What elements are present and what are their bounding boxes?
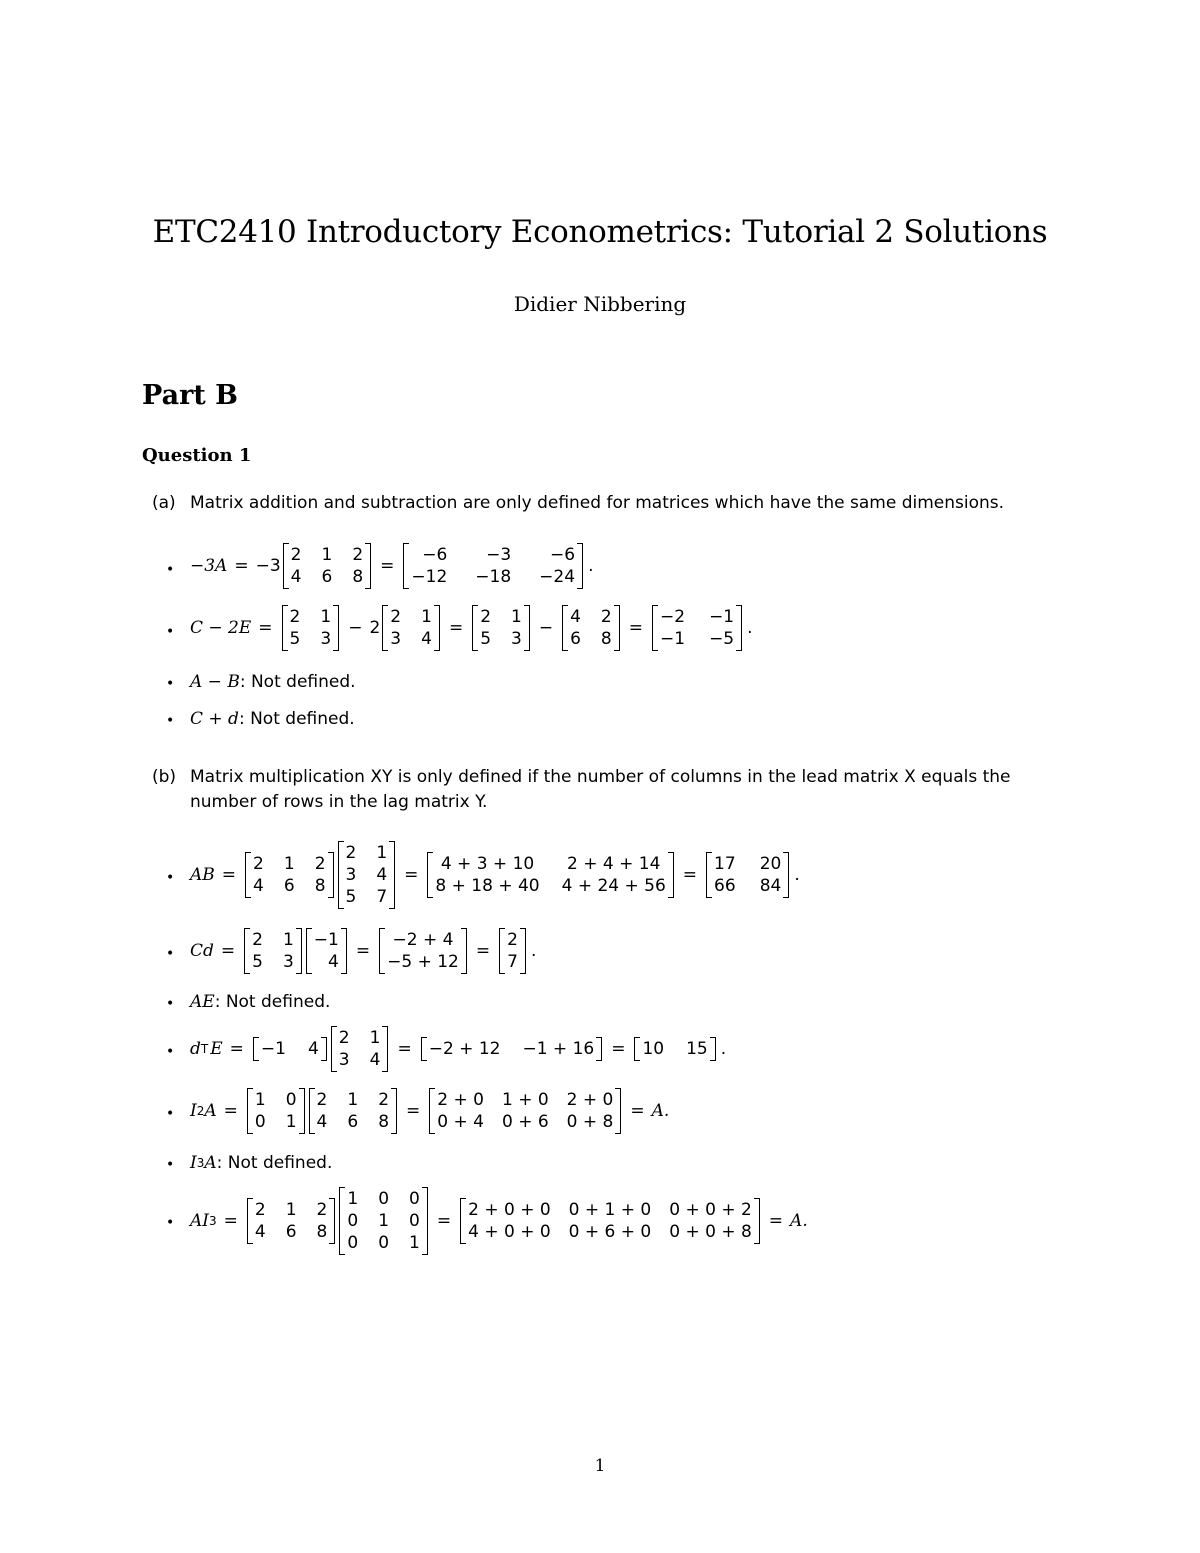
part-heading: Part B bbox=[142, 380, 238, 411]
matrix-grid bbox=[250, 853, 328, 897]
matrix-cell: 6 bbox=[285, 1222, 297, 1242]
matrix-cell: 0 + 6 bbox=[501, 1112, 549, 1132]
eq-I2A bbox=[190, 1089, 669, 1133]
matrix bbox=[253, 1038, 327, 1060]
eq-lhs: AB bbox=[190, 865, 215, 885]
expr: A − B bbox=[190, 672, 240, 692]
part-a-label: (a) bbox=[152, 493, 176, 513]
result-A: A. bbox=[651, 1101, 670, 1121]
matrix-cell: 3 bbox=[345, 865, 357, 885]
matrix-cell: 2 bbox=[289, 607, 301, 627]
expr: I bbox=[190, 1153, 197, 1173]
matrix-cell: 0 + 8 bbox=[566, 1112, 614, 1132]
bullet-icon: • bbox=[166, 946, 175, 962]
eq-lhs: C − 2E bbox=[190, 618, 252, 638]
matrix-cell: 8 bbox=[600, 629, 612, 649]
matrix-cell: −24 bbox=[539, 567, 576, 587]
matrix-grid bbox=[252, 1199, 330, 1243]
matrix-cell: −2 + 12 bbox=[428, 1039, 501, 1059]
matrix-grid bbox=[314, 1089, 392, 1133]
matrix-grid bbox=[434, 1089, 616, 1133]
matrix-cell: 6 bbox=[283, 876, 295, 896]
matrix-cell: 1 bbox=[378, 1211, 390, 1231]
matrix-grid bbox=[252, 1089, 300, 1133]
matrix bbox=[283, 544, 371, 588]
matrix bbox=[706, 853, 789, 897]
matrix-cell: −5 bbox=[709, 629, 735, 649]
matrix-grid bbox=[311, 929, 342, 973]
eq-lhs: A bbox=[204, 1101, 217, 1121]
equals-sign: = bbox=[223, 1101, 238, 1121]
matrix-cell: 2 bbox=[254, 1200, 266, 1220]
matrix-cell: 2 bbox=[378, 1090, 390, 1110]
matrix-cell: 8 bbox=[314, 876, 326, 896]
matrix-cell: 0 + 6 + 0 bbox=[568, 1222, 652, 1242]
subscript: 3 bbox=[209, 1214, 217, 1228]
minus-sign: − bbox=[348, 618, 363, 638]
not-defined-text: : Not defined. bbox=[216, 1153, 333, 1173]
equals-sign: = bbox=[404, 865, 419, 885]
matrix-cell: 2 bbox=[253, 854, 264, 874]
equals-sign: = bbox=[380, 556, 395, 576]
matrix-cell: −1 bbox=[260, 1039, 286, 1059]
part-b-label: (b) bbox=[152, 767, 177, 787]
matrix-cell: 4 + 0 + 0 bbox=[468, 1222, 551, 1242]
bullet-icon: • bbox=[166, 1157, 175, 1173]
equals-sign: = bbox=[223, 1211, 238, 1231]
matrix-grid bbox=[639, 1038, 710, 1060]
period: . bbox=[747, 618, 753, 638]
eq-C2E bbox=[190, 606, 753, 650]
equals-sign: = bbox=[768, 1211, 784, 1231]
bullet-icon: • bbox=[166, 676, 175, 692]
matrix bbox=[382, 606, 440, 650]
matrix-cell: 0 + 4 bbox=[437, 1112, 484, 1132]
matrix-grid bbox=[657, 606, 737, 650]
scalar: −3 bbox=[255, 556, 281, 576]
eq-lhs: AI bbox=[190, 1211, 209, 1231]
matrix-grid bbox=[343, 842, 391, 908]
eq-AB bbox=[190, 842, 800, 908]
matrix bbox=[379, 929, 467, 973]
part-b-text-line2: number of rows in the lag matrix Y. bbox=[190, 792, 488, 812]
matrix-cell: 5 bbox=[252, 952, 263, 972]
matrix-grid bbox=[477, 606, 525, 650]
matrix bbox=[652, 606, 742, 650]
matrix bbox=[247, 1199, 335, 1243]
equals-sign: = bbox=[234, 556, 249, 576]
matrix-cell: 4 bbox=[376, 865, 388, 885]
matrix bbox=[244, 929, 302, 973]
matrix-cell: 3 bbox=[511, 629, 522, 649]
equals-sign: = bbox=[229, 1039, 244, 1059]
matrix bbox=[331, 1027, 389, 1071]
matrix-cell: 1 bbox=[369, 1028, 381, 1048]
matrix-cell: 0 bbox=[347, 1211, 359, 1231]
bullet-icon: • bbox=[166, 870, 175, 886]
matrix bbox=[247, 1089, 305, 1133]
equals-sign: = bbox=[436, 1211, 452, 1231]
matrix-cell: 3 bbox=[390, 629, 402, 649]
matrix-grid bbox=[432, 853, 668, 897]
matrix-cell: −1 bbox=[313, 930, 339, 950]
matrix bbox=[338, 842, 396, 908]
matrix bbox=[306, 929, 347, 973]
matrix-cell: −6 bbox=[550, 545, 576, 565]
matrix-cell: 0 + 0 + 8 bbox=[669, 1222, 752, 1242]
matrix-cell: 1 bbox=[282, 930, 294, 950]
bullet-icon: • bbox=[166, 1215, 175, 1231]
matrix-cell: 3 bbox=[338, 1050, 350, 1070]
matrix-cell: 2 + 0 + 0 bbox=[468, 1200, 551, 1220]
matrix-grid bbox=[567, 606, 615, 650]
eq-lhs: E bbox=[210, 1039, 223, 1059]
matrix-cell: 2 bbox=[316, 1200, 328, 1220]
not-defined-text: : Not defined. bbox=[214, 992, 331, 1012]
equals-sign: = bbox=[406, 1101, 421, 1121]
matrix-cell: 2 bbox=[316, 1090, 328, 1110]
equals-sign: = bbox=[682, 865, 698, 885]
matrix-grid bbox=[344, 1188, 422, 1254]
matrix-cell: 0 bbox=[409, 1189, 420, 1209]
author-name: Didier Nibbering bbox=[513, 292, 687, 316]
subscript: 3 bbox=[196, 1156, 205, 1170]
matrix-cell: 0 bbox=[378, 1233, 390, 1253]
equals-sign: = bbox=[221, 865, 237, 885]
eq-lhs: I bbox=[190, 1101, 197, 1121]
matrix-cell: 1 bbox=[347, 1189, 359, 1209]
expr: AE bbox=[190, 992, 215, 1012]
matrix-grid bbox=[408, 544, 578, 588]
equals-sign: = bbox=[630, 1101, 645, 1121]
minus-sign: − bbox=[538, 618, 554, 638]
matrix-cell: −12 bbox=[411, 567, 448, 587]
matrix-cell: 5 bbox=[480, 629, 492, 649]
matrix-cell: 1 + 0 bbox=[501, 1090, 549, 1110]
matrix bbox=[460, 1199, 760, 1243]
matrix-cell: 2 bbox=[390, 607, 402, 627]
matrix-cell: 7 bbox=[376, 887, 388, 907]
matrix bbox=[309, 1089, 397, 1133]
matrix-cell: 5 bbox=[345, 887, 357, 907]
matrix-cell: −18 bbox=[475, 567, 512, 587]
matrix-grid bbox=[504, 929, 521, 973]
matrix-cell: 0 bbox=[409, 1211, 420, 1231]
not-defined-text: : Not defined. bbox=[238, 709, 355, 729]
matrix bbox=[429, 1089, 621, 1133]
matrix-grid bbox=[288, 544, 366, 588]
bullet-icon: • bbox=[166, 1106, 175, 1122]
matrix bbox=[472, 606, 530, 650]
matrix-cell: 1 bbox=[321, 545, 333, 565]
matrix-cell: 6 bbox=[570, 629, 581, 649]
matrix-cell: 17 bbox=[714, 854, 736, 874]
matrix-grid bbox=[426, 1038, 598, 1060]
matrix-cell: 0 bbox=[254, 1112, 266, 1132]
eq-neg3A bbox=[190, 544, 593, 588]
eq-AE bbox=[190, 992, 330, 1012]
matrix-cell: 2 bbox=[352, 545, 364, 565]
matrix-cell: 8 bbox=[378, 1112, 390, 1132]
matrix-cell: 8 + 18 + 40 bbox=[435, 876, 540, 896]
equals-sign: = bbox=[355, 941, 371, 961]
matrix-cell: 0 bbox=[347, 1233, 359, 1253]
matrix bbox=[427, 853, 673, 897]
matrix-cell: 6 bbox=[347, 1112, 359, 1132]
matrix-cell: 2 bbox=[290, 545, 302, 565]
bullet-icon: • bbox=[166, 624, 175, 640]
matrix-grid bbox=[249, 929, 297, 973]
bullet-icon: • bbox=[166, 562, 175, 578]
matrix-cell: 4 bbox=[254, 1222, 266, 1242]
part-a-text: Matrix addition and subtraction are only defined for matrices which have the same dimensions. bbox=[190, 493, 1005, 513]
matrix-cell: 4 bbox=[253, 876, 264, 896]
equals-sign: = bbox=[448, 618, 464, 638]
matrix-cell: 1 bbox=[285, 1200, 297, 1220]
bullet-icon: • bbox=[166, 1044, 175, 1060]
matrix bbox=[562, 606, 620, 650]
matrix-grid bbox=[258, 1038, 322, 1060]
matrix-cell: 3 bbox=[320, 629, 332, 649]
matrix-cell: −2 + 4 bbox=[392, 930, 454, 950]
eq-dTE bbox=[190, 1027, 726, 1071]
matrix-cell: 2 + 4 + 14 bbox=[567, 854, 661, 874]
matrix-cell: 10 bbox=[642, 1039, 665, 1059]
result-A: A. bbox=[790, 1211, 808, 1231]
transpose-sup: T bbox=[200, 1042, 209, 1056]
matrix-cell: 1 bbox=[347, 1090, 359, 1110]
matrix-cell: 2 bbox=[507, 930, 518, 950]
eq-Cplusd bbox=[190, 709, 355, 729]
matrix-cell: −1 + 16 bbox=[522, 1039, 595, 1059]
matrix-cell: 0 + 1 + 0 bbox=[568, 1200, 652, 1220]
matrix-grid bbox=[336, 1027, 384, 1071]
matrix-cell: 3 bbox=[282, 952, 294, 972]
matrix-cell: 4 bbox=[369, 1050, 381, 1070]
matrix-cell: 84 bbox=[759, 876, 782, 896]
period: . bbox=[588, 556, 594, 576]
matrix bbox=[499, 929, 526, 973]
matrix-cell: 0 + 0 + 2 bbox=[669, 1200, 752, 1220]
matrix-cell: 4 bbox=[570, 607, 581, 627]
matrix-cell: 2 bbox=[252, 930, 263, 950]
eq-Cd bbox=[190, 929, 536, 973]
bullet-icon: • bbox=[166, 996, 175, 1012]
matrix-cell: 7 bbox=[507, 952, 518, 972]
matrix-grid bbox=[287, 606, 335, 650]
matrix-cell: 15 bbox=[686, 1039, 708, 1059]
matrix-cell: −6 bbox=[422, 545, 448, 565]
matrix-cell: 4 bbox=[307, 1039, 319, 1059]
matrix-cell: 5 bbox=[289, 629, 301, 649]
scalar: 2 bbox=[369, 618, 381, 638]
matrix bbox=[403, 544, 583, 588]
matrix-cell: −5 + 12 bbox=[387, 952, 459, 972]
equals-sign: = bbox=[397, 1039, 412, 1059]
matrix-cell: 2 bbox=[314, 854, 326, 874]
matrix-cell: 2 bbox=[338, 1028, 350, 1048]
eq-lhs: −3A bbox=[190, 556, 228, 576]
period: . bbox=[530, 941, 537, 961]
subscript: 2 bbox=[196, 1104, 205, 1118]
matrix bbox=[634, 1038, 715, 1060]
matrix-grid bbox=[384, 929, 462, 973]
period: . bbox=[720, 1039, 727, 1059]
expr: A bbox=[204, 1153, 217, 1173]
matrix-cell: 0 bbox=[285, 1090, 297, 1110]
equals-sign: = bbox=[258, 618, 273, 638]
matrix-cell: 4 bbox=[316, 1112, 328, 1132]
period: . bbox=[794, 865, 800, 885]
matrix bbox=[245, 853, 333, 897]
matrix-cell: 2 + 0 bbox=[437, 1090, 484, 1110]
matrix-cell: −3 bbox=[486, 545, 512, 565]
equals-sign: = bbox=[628, 618, 643, 638]
matrix-cell: 1 bbox=[283, 854, 295, 874]
matrix-cell: 2 bbox=[480, 607, 492, 627]
matrix bbox=[282, 606, 340, 650]
eq-lhs: Cd bbox=[190, 941, 214, 961]
matrix-cell: 66 bbox=[714, 876, 736, 896]
document-title: ETC2410 Introductory Econometrics: Tutorial 2 Solutions bbox=[152, 214, 1048, 250]
matrix-cell: 4 bbox=[328, 952, 339, 972]
matrix-cell: 2 + 0 bbox=[566, 1090, 614, 1110]
matrix-cell: 8 bbox=[352, 567, 364, 587]
eq-lhs: d bbox=[190, 1039, 201, 1059]
eq-AminusB bbox=[190, 672, 356, 692]
matrix-grid bbox=[711, 853, 784, 897]
matrix-cell: −2 bbox=[660, 607, 686, 627]
matrix-cell: 4 + 24 + 56 bbox=[561, 876, 666, 896]
question-heading: Question 1 bbox=[142, 445, 252, 466]
not-defined-text: : Not defined. bbox=[239, 672, 356, 692]
matrix-cell: 4 + 3 + 10 bbox=[440, 854, 535, 874]
matrix-cell: 1 bbox=[285, 1112, 297, 1132]
matrix-cell: 1 bbox=[409, 1233, 420, 1253]
matrix-cell: 1 bbox=[254, 1090, 266, 1110]
page-number: 1 bbox=[594, 1456, 606, 1476]
matrix-cell: 1 bbox=[421, 607, 432, 627]
equals-sign: = bbox=[611, 1039, 626, 1059]
matrix-cell: −1 bbox=[660, 629, 686, 649]
matrix-cell: 1 bbox=[511, 607, 522, 627]
matrix bbox=[421, 1038, 603, 1060]
expr: C + d bbox=[190, 709, 239, 729]
matrix-grid bbox=[387, 606, 435, 650]
matrix-grid bbox=[465, 1199, 755, 1243]
matrix-cell: 4 bbox=[290, 567, 302, 587]
matrix-cell: 8 bbox=[316, 1222, 328, 1242]
eq-I3A bbox=[190, 1153, 332, 1173]
matrix-cell: 1 bbox=[320, 607, 332, 627]
matrix-cell: 0 bbox=[378, 1189, 390, 1209]
matrix-cell: −1 bbox=[709, 607, 735, 627]
matrix-cell: 2 bbox=[345, 843, 357, 863]
equals-sign: = bbox=[220, 941, 236, 961]
matrix-cell: 6 bbox=[321, 567, 333, 587]
equals-sign: = bbox=[475, 941, 491, 961]
matrix-cell: 20 bbox=[759, 854, 782, 874]
matrix-cell: 1 bbox=[376, 843, 388, 863]
eq-AI3 bbox=[190, 1188, 808, 1254]
matrix bbox=[339, 1188, 427, 1254]
matrix-cell: 4 bbox=[421, 629, 432, 649]
matrix-cell: 2 bbox=[600, 607, 612, 627]
bullet-icon: • bbox=[166, 713, 175, 729]
part-b-text-line1: Matrix multiplication XY is only defined if the number of columns in the lead matrix X equals the bbox=[190, 767, 1011, 787]
